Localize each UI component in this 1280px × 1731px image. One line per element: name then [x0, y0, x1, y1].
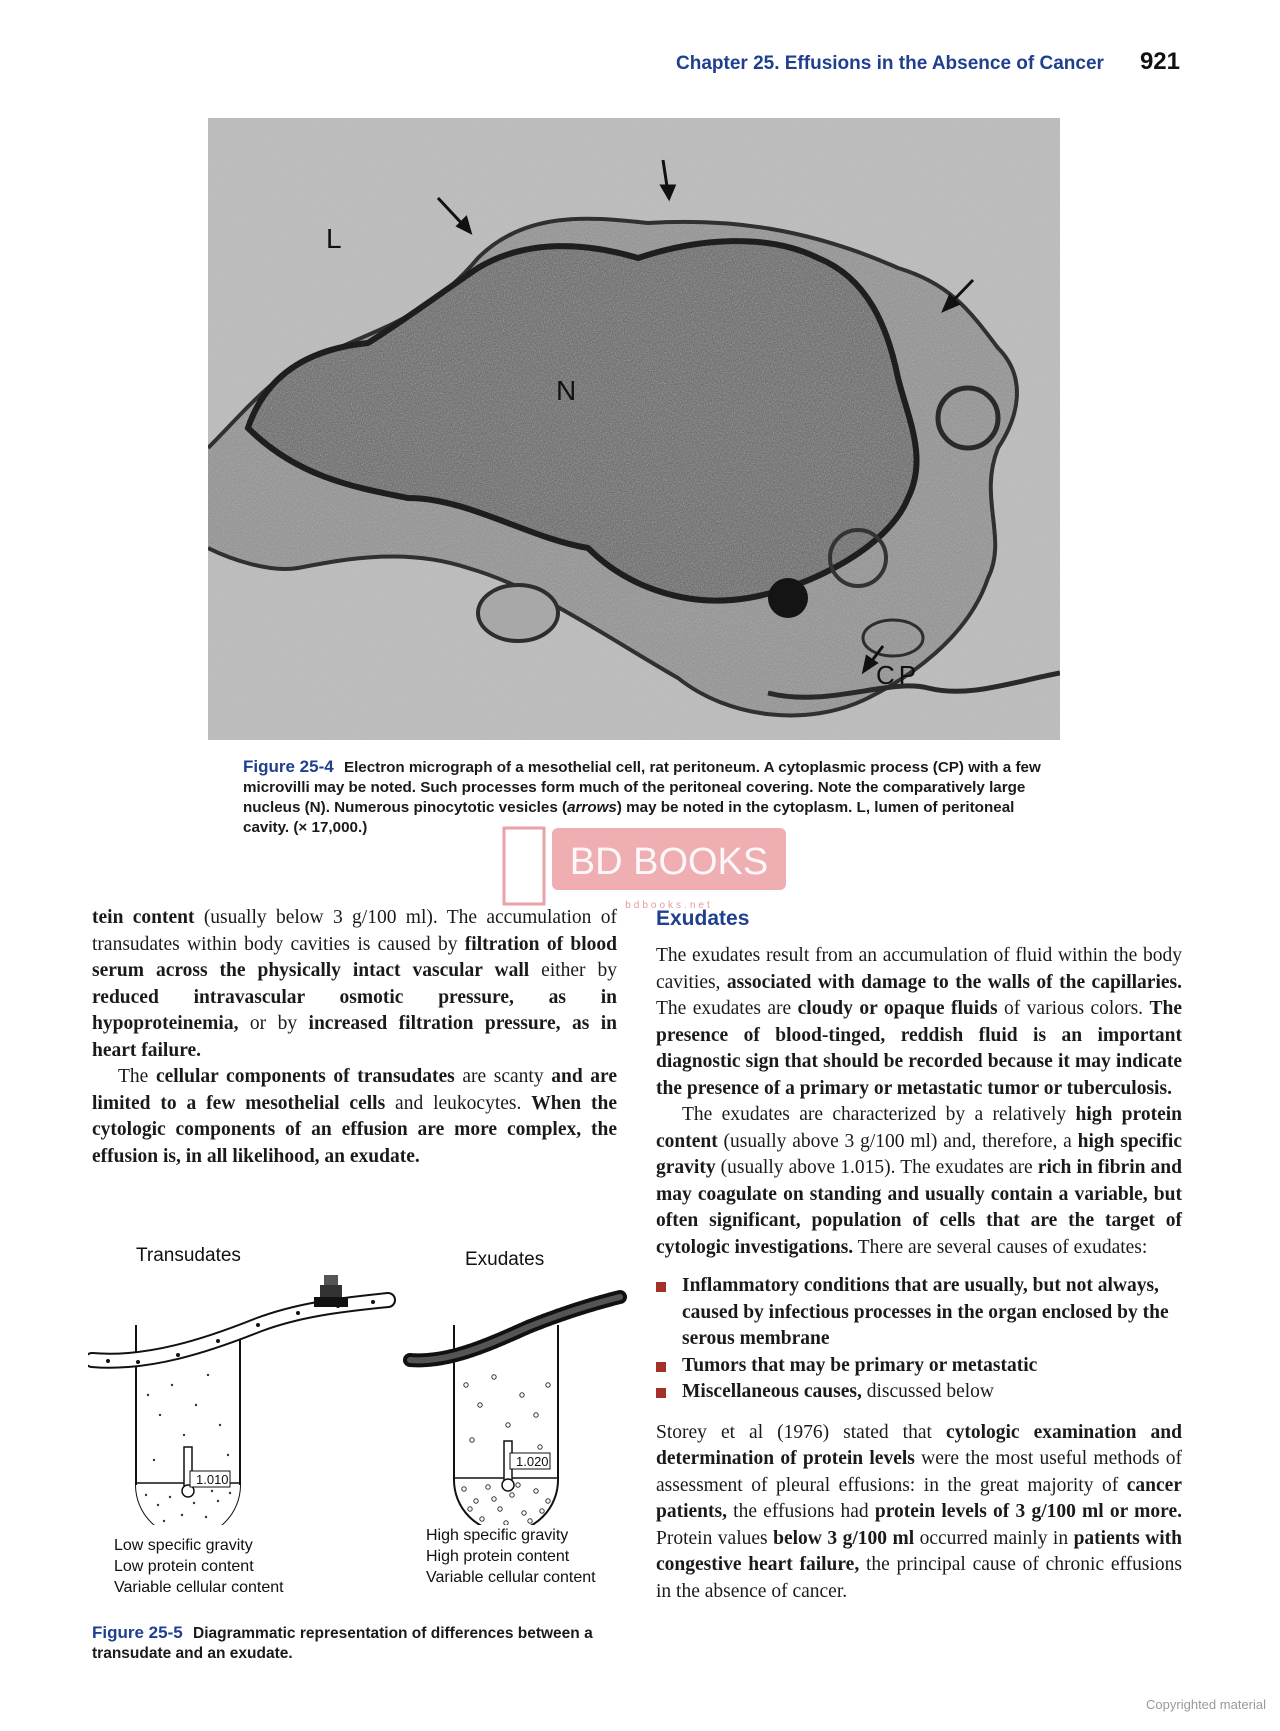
bold-text-run: rich in fibrin and may coagulate on standing and usually contain a variable, but often significant, population of cells that are the target of cytologic investigations.: [656, 1157, 1182, 1258]
caption-text-italic: arrows: [567, 799, 617, 816]
left-paragraph-2: [92, 1064, 617, 1170]
right-paragraph-1: [656, 943, 1182, 1102]
bold-text-run: increased filtration pressure, as in heart failure.: [92, 1013, 617, 1061]
text-run: (usually above 1.015). The exudates are: [715, 1157, 1038, 1178]
page-number: 921: [1139, 48, 1180, 75]
transudate-desc-line: Low protein content: [114, 1558, 254, 1575]
text-run: The: [118, 1066, 156, 1087]
exudate-description: [426, 1525, 596, 1588]
figure-25-5-caption: [92, 1623, 622, 1664]
text-run: or by: [238, 1013, 309, 1034]
bold-text-run: filtration of blood serum across the physically intact vascular wall: [92, 933, 617, 981]
causes-list: [656, 1273, 1182, 1406]
exudates-heading: Exudates: [656, 907, 750, 930]
bold-text-run: When the cytologic components of an effusion are more complex, the effusion is, in all likelihood, an exudate.: [92, 1092, 617, 1167]
watermark-text: BD BOOKS: [569, 841, 769, 883]
test-tubes-illustration: [88, 1265, 628, 1525]
text-run: Protein values: [656, 1527, 774, 1549]
bold-text-run: cancer patients,: [656, 1474, 1182, 1522]
text-run: (usually above 3 g/100 ml) and, therefore, a: [717, 1130, 1078, 1152]
cause-item: [656, 1379, 1182, 1406]
text-run: of various colors.: [997, 998, 1150, 1019]
bd-books-watermark: [500, 824, 790, 912]
exudate-desc-line: High specific gravity: [426, 1527, 569, 1544]
text-run: The exudates are: [656, 998, 798, 1019]
nucleus-label: N: [556, 375, 577, 406]
bold-text-run: cytologic examination and determination of protein levels: [656, 1421, 1182, 1469]
transudate-tube: [92, 1275, 388, 1525]
watermark-subtext: bdbooks.net: [625, 900, 713, 911]
bold-text-run: below 3 g/100 ml: [773, 1527, 915, 1549]
exudate-tube: [410, 1297, 620, 1525]
figure-25-4-label: Figure 25-4: [243, 757, 334, 776]
text-run: There are several causes of exudates:: [853, 1236, 1148, 1258]
text-run: either by: [529, 960, 618, 981]
figure-25-5-caption-text: Diagrammatic representation of differences between a transudate and an exudate.: [92, 1625, 593, 1662]
exudate-gravity-reading: 1.020: [516, 1454, 549, 1469]
text-run: discussed below: [861, 1381, 994, 1402]
text-run: The exudates are characterized by a relatively: [682, 1104, 1076, 1125]
figure-25-5-diagram: [88, 1245, 628, 1615]
bold-text-run: Tumors that may be primary or metastatic: [682, 1354, 1038, 1376]
exudates-title: Exudates: [465, 1249, 545, 1270]
copyright-notice: Copyrighted material: [1146, 1697, 1266, 1712]
exudate-desc-line: Variable cellular content: [426, 1569, 596, 1586]
bold-text-run: Miscellaneous causes,: [682, 1381, 862, 1402]
bold-text-run: reduced intravascular osmotic pressure, as in hypoproteinemia,: [92, 986, 617, 1034]
text-run: occurred mainly in: [914, 1527, 1074, 1549]
transudate-desc-line: Low specific gravity: [114, 1537, 253, 1554]
electron-micrograph: [208, 118, 1060, 740]
left-paragraph-1: [92, 905, 617, 1064]
caption-text-2: ) may be noted in the cytoplasm. L, lumen of peritoneal cavity. (× 17,000.): [243, 799, 1015, 836]
bold-text-run: and are limited to a few mesothelial cells: [92, 1066, 617, 1114]
right-paragraph-2: [656, 1102, 1182, 1261]
left-column: [92, 905, 617, 1170]
process-label: CP: [876, 660, 921, 690]
bold-text-run: protein levels of 3 g/100 ml or more.: [874, 1501, 1182, 1522]
bold-text-run: Inflammatory conditions that are usually, but not always, caused by infectious processes in the organ enclosed by the serous membrane: [682, 1275, 1169, 1349]
caption-text-1: Electron micrograph of a mesothelial cell, rat peritoneum. A cytoplasmic process (CP) with a few microvilli may be noted. Such processes form much of the peritoneal covering. Note the comparatively large nucleus (N). Numerous pinocytotic vesicles (: [243, 759, 1041, 816]
transudates-title: Transudates: [136, 1245, 241, 1266]
bold-text-run: high protein content: [656, 1104, 1182, 1152]
bold-text-run: The presence of blood-tinged, reddish fluid is an important diagnostic sign that should be recorded because it may indicate the presence of a primary or metastatic tumor or tuberculosis.: [656, 998, 1182, 1099]
transudate-desc-line: Variable cellular content: [114, 1579, 284, 1596]
bold-text-run: high specific gravity: [656, 1130, 1182, 1178]
running-title: Chapter 25. Effusions in the Absence of Cancer: [676, 53, 1104, 74]
right-column: [656, 905, 1182, 1605]
right-paragraph-3: [656, 1420, 1182, 1606]
bold-text-run: cloudy or opaque fluids: [797, 998, 998, 1019]
text-run: were the most useful methods of assessment of pleural effusions: in the great majority of: [656, 1448, 1182, 1496]
figure-25-5-label: Figure 25-5: [92, 1623, 183, 1642]
text-run: the effusions had: [726, 1501, 875, 1522]
bold-text-run: associated with damage to the walls of the capillaries.: [726, 971, 1182, 993]
cause-item: [656, 1353, 1182, 1380]
text-run: and leukocytes.: [385, 1092, 532, 1114]
cause-item: [656, 1273, 1182, 1353]
text-run: (usually below 3 g/100 ml). The accumulation of transudates within body cavities is caused by: [92, 907, 617, 955]
text-run: The exudates result from an accumulation of fluid within the body cavities,: [656, 945, 1182, 993]
exudate-desc-line: High protein content: [426, 1548, 570, 1565]
transudate-description: [114, 1535, 284, 1598]
text-run: are scanty: [454, 1066, 552, 1087]
text-run: Storey et al (1976) stated that: [656, 1421, 946, 1443]
text-run: the principal cause of chronic effusions in the absence of cancer.: [656, 1554, 1182, 1602]
bold-text-run: patients with congestive heart failure,: [656, 1527, 1182, 1575]
lumen-label: L: [326, 223, 342, 254]
bold-text-run: cellular components of transudates: [155, 1066, 455, 1087]
bold-text-run: tein content: [92, 907, 195, 928]
running-head: [640, 48, 1180, 76]
transudate-gravity-reading: 1.010: [196, 1472, 229, 1487]
